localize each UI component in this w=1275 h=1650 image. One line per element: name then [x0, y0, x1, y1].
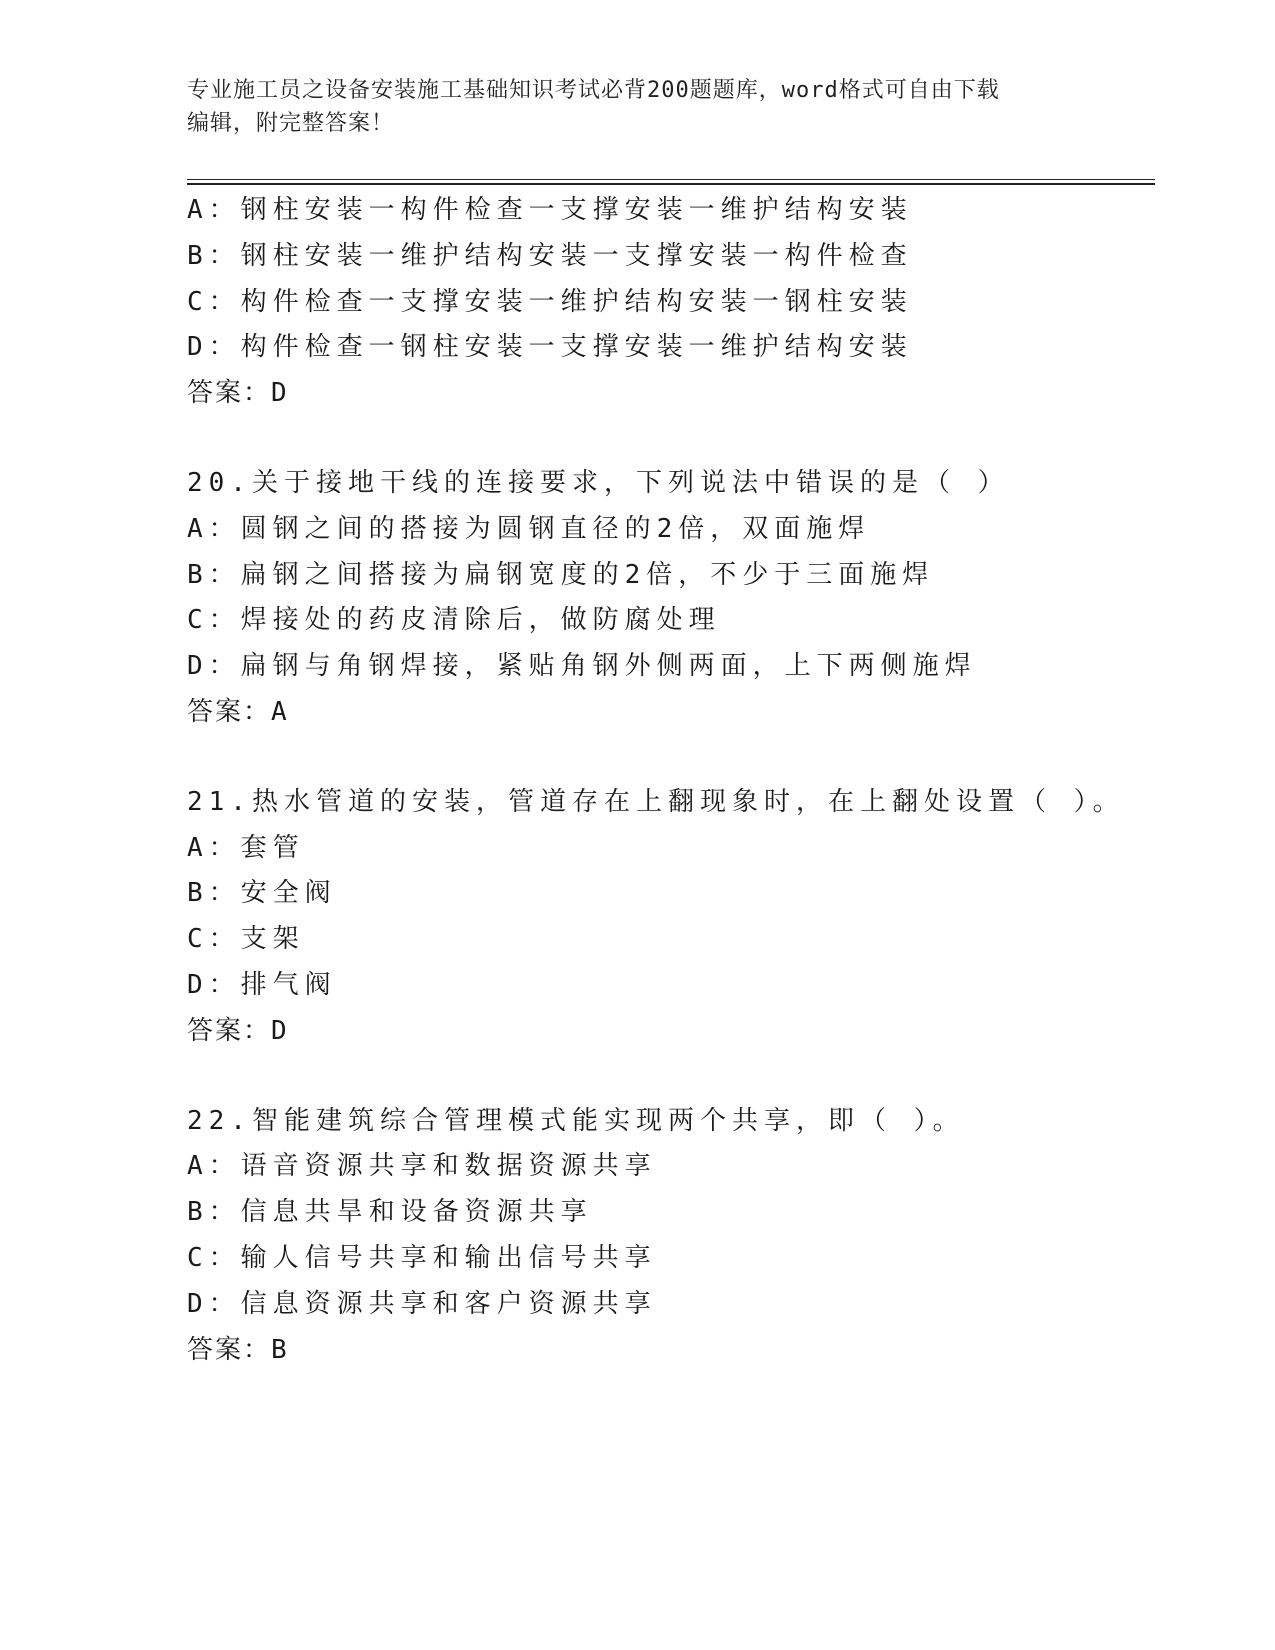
question-21: [187, 780, 1147, 1055]
option-b: B：钢柱安装一维护结构安装一支撑安装一构件检查: [187, 240, 913, 271]
question-list: [187, 188, 1147, 1373]
answer: 答案：D: [187, 1015, 289, 1046]
header-divider-thick: [187, 183, 1155, 185]
header-title-line-2: 编辑，附完整答案！: [187, 111, 395, 136]
question-20: [187, 461, 1147, 736]
option-a: A：语音资源共享和数据资源共享: [187, 1151, 657, 1182]
header-title-line-1: 专业施工员之设备安装施工基础知识考试必背200题题库，word格式可自由下载: [187, 78, 1000, 103]
option-a: A：圆钢之间的搭接为圆钢直径的2倍，双面施焊: [187, 513, 871, 544]
document-header: [187, 74, 1087, 140]
spacer: [187, 417, 1147, 461]
option-c: C：支架: [187, 924, 305, 955]
option-b: B：扁钢之间搭接为扁钢宽度的2倍，不少于三面施焊: [187, 559, 935, 590]
answer: 答案：B: [187, 1334, 289, 1365]
question-text: 22.智能建筑综合管理模式能实现两个共享，即（ ）。: [187, 1105, 965, 1136]
answer: 答案：A: [187, 696, 289, 727]
option-b: B：安全阀: [187, 878, 337, 909]
question-22: [187, 1099, 1147, 1374]
option-c: C：输人信号共享和输出信号共享: [187, 1242, 657, 1273]
spacer: [187, 736, 1147, 780]
option-a: A：套管: [187, 832, 305, 863]
spacer: [187, 1055, 1147, 1099]
option-c: C：构件检查一支撑安装一维护结构安装一钢柱安装: [187, 286, 913, 317]
option-d: D：信息资源共享和客户资源共享: [187, 1288, 657, 1319]
option-d: D：扁钢与角钢焊接，紧贴角钢外侧两面，上下两侧施焊: [187, 651, 977, 682]
option-b: B：信息共旱和设备资源共享: [187, 1197, 593, 1228]
question-text: 20.关于接地干线的连接要求，下列说法中错误的是（ ）: [187, 467, 1010, 498]
question-19: [187, 188, 1147, 417]
question-text: 21.热水管道的安装，管道存在上翻现象时，在上翻处设置（ ）。: [187, 786, 1125, 817]
option-a: A：钢柱安装一构件检查一支撑安装一维护结构安装: [187, 195, 913, 225]
answer: 答案：D: [187, 378, 289, 409]
option-d: D：排气阀: [187, 969, 337, 1000]
header-divider-thin: [187, 179, 1155, 180]
option-c: C：焊接处的药皮清除后，做防腐处理: [187, 605, 721, 636]
option-d: D：构件检查一钢柱安装一支撑安装一维护结构安装: [187, 332, 913, 363]
